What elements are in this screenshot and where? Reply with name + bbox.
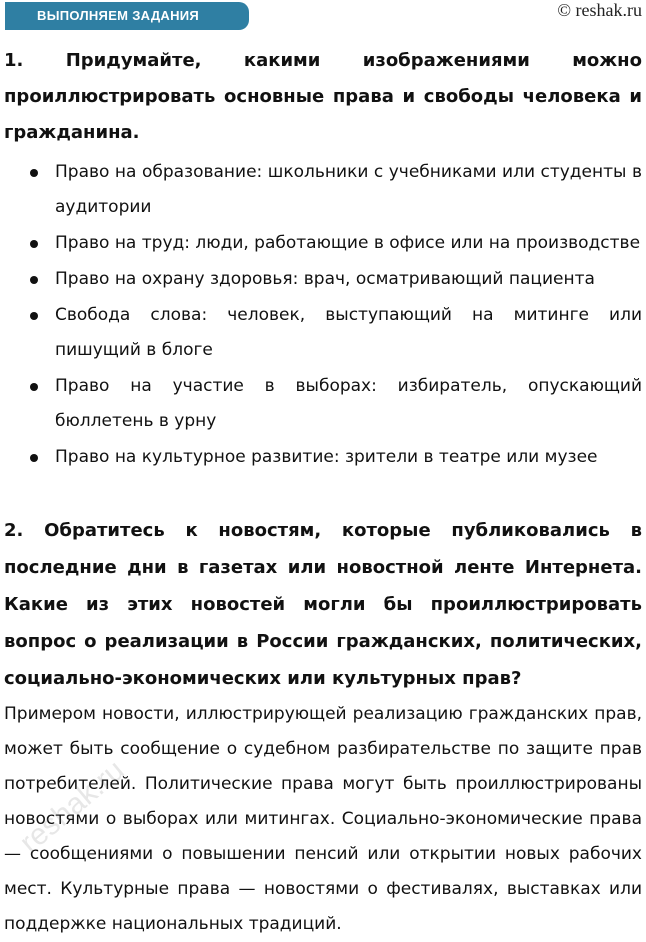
answer-2: Примером новости, иллюстрирующей реализацию гражданских прав, может быть сообщение о судебном разбирательстве по защите прав потребителей. Политические права могут быть проиллюстрированы новостями о выборах или митингах. Социально-экономические права — сообщениями о повышении пенсий или открытии новых рабочих мест. Культурные права — новостями о фестивалях, выставках или поддержке национальных традиций. <box>4 704 642 934</box>
list-item: Свобода слова: человек, выступающий на митинге или пишущий в блоге <box>0 298 642 368</box>
list-item: Право на участие в выборах: избиратель, опускающий бюллетень в урну <box>0 369 642 439</box>
list-item: Право на культурное развитие: зрители в театре или музее <box>0 440 642 475</box>
answer-1-list <box>0 155 642 476</box>
section-banner: ВЫПОЛНЯЕМ ЗАДАНИЯ <box>5 2 249 30</box>
list-item: Право на труд: люди, работающие в офисе или на производстве <box>0 226 642 261</box>
copyright: © reshak.ru <box>557 0 642 20</box>
list-item: Право на охрану здоровья: врач, осматривающий пациента <box>0 262 642 297</box>
list-item: Право на образование: школьники с учебниками или студенты в аудитории <box>0 155 642 225</box>
question-1: 1. Придумайте, какими изображениями можно проиллюстрировать основные права и свободы человека и гражданина. <box>4 50 642 143</box>
watermark: reshak.ru <box>13 753 131 860</box>
question-2: 2. Обратитесь к новостям, которые публиковались в последние дни в газетах или новостной ленте Интернета. Какие из этих новостей могли бы проиллюстрировать вопрос о реализации в России гражданских, политических, социально-экономических или культурных прав? <box>4 520 642 689</box>
